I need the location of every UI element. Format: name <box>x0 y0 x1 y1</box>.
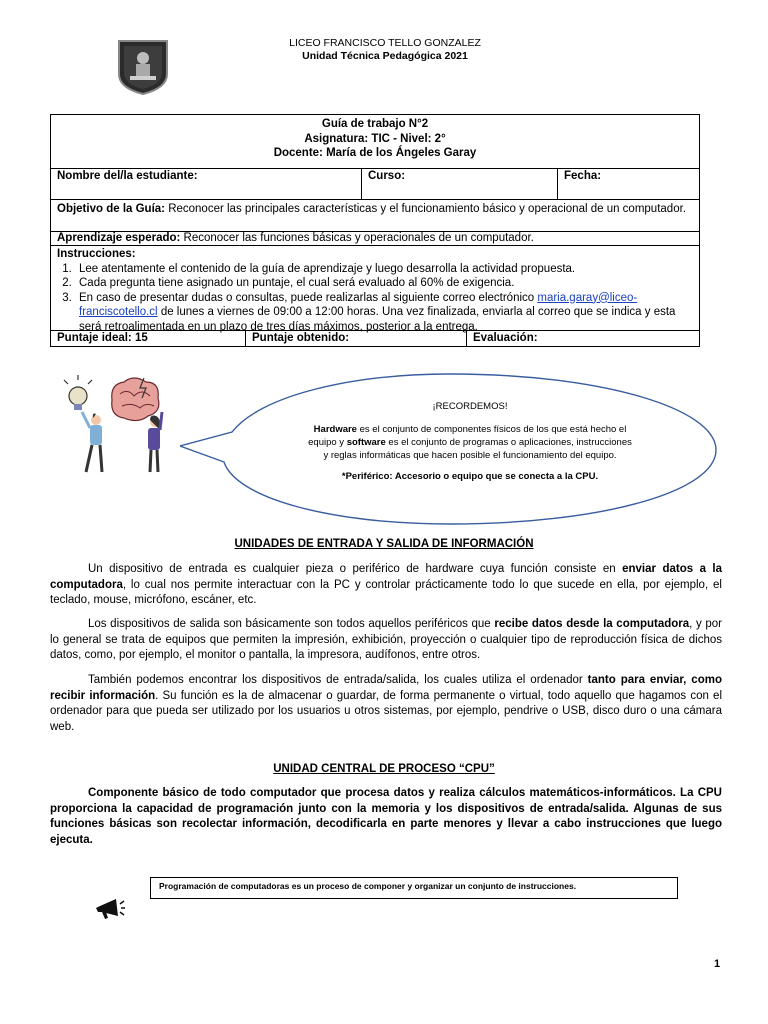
para-text: También podemos encontrar los dispositivos de entrada/salida, los cuales utiliza el ordenador <box>88 674 588 686</box>
teacher-email-link[interactable]: maria.garay@liceo-franciscotello.cl <box>79 291 638 318</box>
score-ideal: Puntaje ideal: 15 <box>51 331 246 346</box>
course-field[interactable]: Curso: <box>362 169 558 199</box>
student-name-field[interactable]: Nombre del/la estudiante: <box>51 169 362 199</box>
software-term: software <box>346 437 386 448</box>
instructions-list <box>57 262 693 335</box>
score-obtained: Puntaje obtenido: <box>246 331 467 346</box>
section-title-cpu: UNIDAD CENTRAL DE PROCESO “CPU” <box>273 763 495 775</box>
instruction-item: 1. Lee atentamente el contenido de la guía de aprendizaje y luego desarrolla la actividad propuesta. <box>75 262 693 277</box>
student-info-row <box>51 169 699 200</box>
section-title-io: UNIDADES DE ENTRADA Y SALIDA DE INFORMACIÓN <box>234 538 534 550</box>
page-number: 1 <box>714 958 721 970</box>
note-box: Programación de computadoras es un proceso de componer y organizar un conjunto de instrucciones. <box>150 877 678 899</box>
para-text: , lo cual nos permite interactuar con la PC y controlar prácticamente todo lo que sucede en ella, por ejemplo, el teclado, mouse, micrófono, escáner, etc. <box>50 578 722 606</box>
guide-subject: Asignatura: TIC - Nivel: 2° <box>304 132 446 145</box>
para-text: Los dispositivos de salida son básicamente son todos aquellos periféricos que <box>88 618 495 630</box>
instructions-label: Instrucciones: <box>57 248 136 260</box>
para-emphasis: tanto para enviar, como recibir información <box>50 674 722 702</box>
evaluation: Evaluación: <box>473 332 538 344</box>
score-row <box>51 331 699 346</box>
date-field[interactable]: Fecha: <box>564 170 602 182</box>
instruction-text: de lunes a viernes de 09:00 a 12:00 horas. Una vez finalizada, enviarla al correo que se indica y esta será retroalimentada en un plazo de tres días máximos, posterior a la entrega. <box>79 306 676 333</box>
instructions-row <box>51 246 699 331</box>
guide-teacher: Docente: María de los Ángeles Garay <box>273 147 477 159</box>
guide-title: Guía de trabajo N°2 <box>321 118 429 130</box>
paragraph-input-devices <box>50 562 722 609</box>
para-text: , y por lo general se trata de equipos que permiten la impresión, exhibición, proyección o cualquier tipo de reproducción física de dichos datos, como, por ejemplo, el monitor o pantalla, la impresora, audífonos, entre otros. <box>50 618 722 661</box>
para-text: . Su función es la de almacenar o guardar, de forma permanente o virtual, todo aquello que hagamos con el ordenador para que pueda ser utilizado por los usuarios u otros sistemas, por ejemplo, pendrive o USB, disco duro o una cámara web. <box>50 689 723 733</box>
instruction-text: En caso de presentar dudas o consultas, puede realizarlas al siguiente correo electrónico <box>79 291 538 304</box>
peripheral-note: *Periférico: Accesorio o equipo que se conecta a la CPU. <box>341 471 599 482</box>
unit-name: Unidad Técnica Pedagógica 2021 <box>302 50 468 62</box>
document-header <box>230 37 540 63</box>
paragraph-cpu: Componente básico de todo computador que procesa datos y realiza cálculos matemáticos-informáticos. La CPU proporciona la capacidad de programación junto con la memoria y los dispositivos de entrada/salida. Algunas de sus funciones básicas son recolectar información, decodificarla en parte menores y llevar a cabo instrucciones que luego ejecuta. <box>50 787 722 846</box>
guide-title-box <box>51 115 699 169</box>
bubble-text-2: es el conjunto de programas o aplicaciones, instrucciones y reglas informáticas que hacen posible el funcionamiento del equipo. <box>323 437 632 461</box>
megaphone-icon <box>94 896 126 920</box>
para-emphasis: enviar datos a la computadora <box>50 563 723 591</box>
instruction-item: 2. Cada pregunta tiene asignado un puntaje, el cual será evaluado al 60% de exigencia. <box>75 276 693 291</box>
objective-row <box>51 200 699 232</box>
learning-label: Aprendizaje esperado: <box>57 232 181 244</box>
objective-label: Objetivo de la Guía: <box>57 203 165 215</box>
learning-text: Reconocer las funciones básicas y operacionales de un computador. <box>180 232 534 244</box>
bubble-definition <box>305 423 635 462</box>
paragraph-io-devices <box>50 673 722 735</box>
guide-info-table <box>50 114 700 347</box>
objective-text: Reconocer las principales características y el funcionamiento básico y operacional de un computador. <box>165 203 686 215</box>
bubble-text-1: es el conjunto de componentes físicos de los que está hecho el equipo y <box>308 424 627 448</box>
hardware-term: Hardware <box>313 424 357 435</box>
school-name: LICEO FRANCISCO TELLO GONZALEZ <box>289 37 481 49</box>
bubble-content <box>305 400 635 483</box>
para-text: Un dispositivo de entrada es cualquier pieza o periférico de hardware cuya función consiste en <box>88 563 623 575</box>
instruction-item <box>75 291 693 335</box>
bubble-heading: ¡RECORDEMOS! <box>432 401 508 412</box>
learning-row <box>51 232 699 246</box>
paragraph-output-devices <box>50 617 722 664</box>
brainstorm-illustration <box>62 374 180 478</box>
para-emphasis: recibe datos desde la computadora <box>494 618 690 630</box>
school-logo <box>116 38 170 96</box>
